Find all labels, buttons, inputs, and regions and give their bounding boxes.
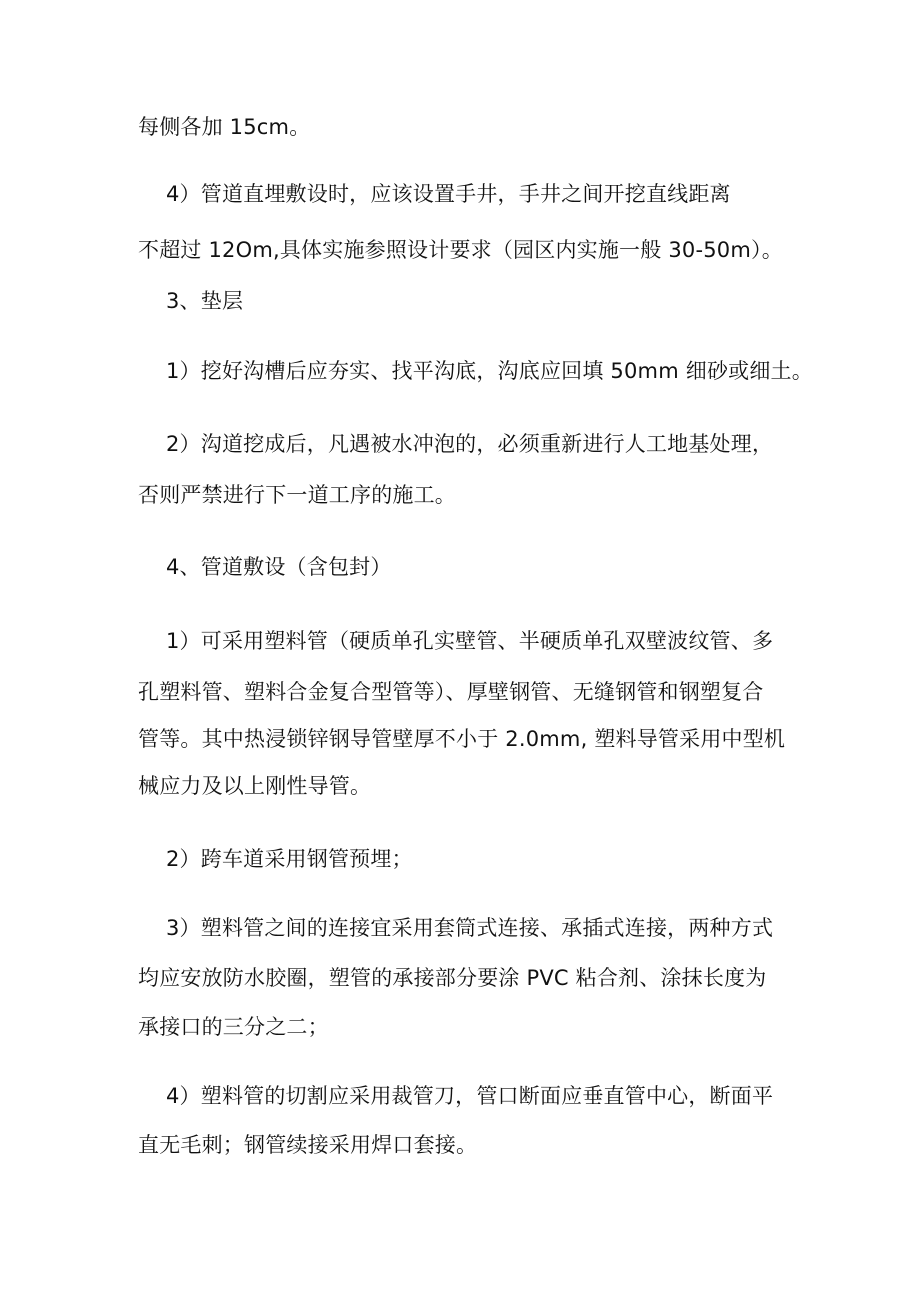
paragraph-line-6: 否则严禁进行下一道工序的施工。 (138, 483, 456, 507)
paragraph-line-3: 不超过 12Om,具体实施参照设计要求（园区内实施一般 30-50m）。 (138, 238, 783, 262)
paragraph-line-7: 1）可采用塑料管（硬质单孔实壁管、半硬质单孔双壁波纹管、多 (166, 629, 774, 653)
paragraph-line-10: 械应力及以上刚性导管。 (138, 774, 372, 798)
paragraph-line-1: 每侧各加 15cm。 (138, 115, 311, 139)
paragraph-line-5: 2）沟道挖成后，凡遇被水冲泡的，必须重新进行人工地基处理， (166, 432, 774, 456)
paragraph-line-15: 4）塑料管的切割应采用裁管刀，管口断面应垂直管中心，断面平 (166, 1084, 774, 1108)
section-heading-4: 4、管道敷设（含包封） (166, 555, 392, 579)
paragraph-line-16: 直无毛刺；钢管续接采用焊口套接。 (138, 1133, 478, 1157)
paragraph-line-12: 3）塑料管之间的连接宜采用套筒式连接、承插式连接，两种方式 (166, 916, 774, 940)
paragraph-line-14: 承接口的三分之二； (138, 1015, 329, 1039)
paragraph-line-13: 均应安放防水胶圈，塑管的承接部分要涂 PVC 粘合剂、涂抹长度为 (138, 966, 767, 990)
paragraph-line-8: 孔塑料管、塑料合金复合型管等）、厚壁钢管、无缝钢管和钢塑复合 (138, 680, 764, 704)
section-heading-3: 3、垫层 (166, 289, 244, 313)
paragraph-line-11: 2）跨车道采用钢管预埋； (166, 847, 413, 871)
paragraph-line-2: 4）管道直埋敷设时，应该设置手井，手井之间开挖直线距离 (166, 182, 731, 206)
paragraph-line-4: 1）挖好沟槽后应夯实、找平沟底，沟底应回填 50mm 细砂或细土。 (166, 359, 813, 383)
paragraph-line-9: 管等。其中热浸锁锌钢导管壁厚不小于 2.0mm, 塑料导管采用中型机 (138, 727, 786, 751)
